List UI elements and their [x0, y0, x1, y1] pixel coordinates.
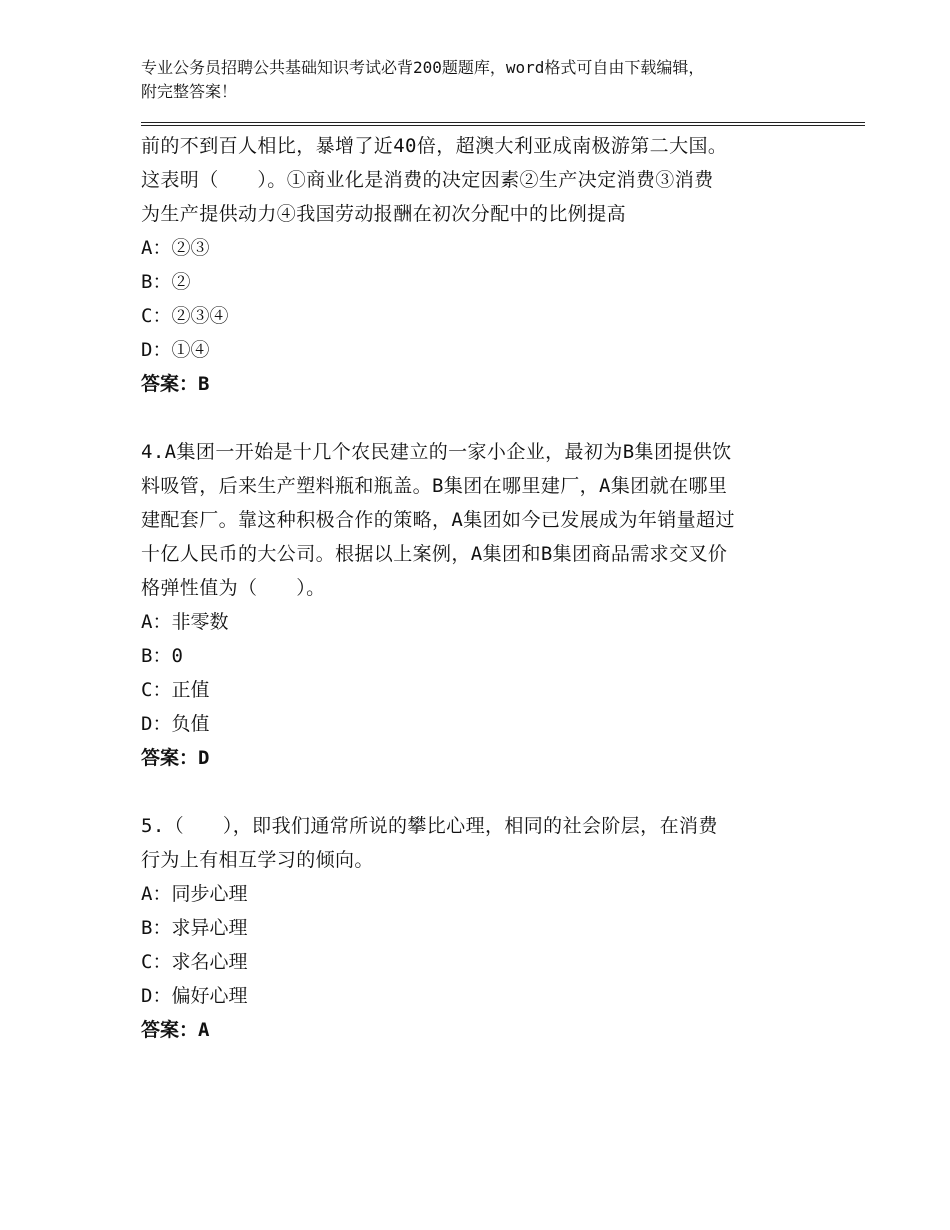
question-line: 料吸管，后来生产塑料瓶和瓶盖。B集团在哪里建厂，A集团就在哪里	[141, 475, 728, 497]
question-spacer	[141, 401, 821, 435]
page-header	[141, 56, 841, 104]
option-b: B：求异心理	[141, 917, 248, 939]
question-3-continued	[141, 129, 821, 401]
question-line: 前的不到百人相比，暴增了近40倍，超澳大利亚成南极游第二大国。	[141, 135, 728, 157]
option-c: C：正值	[141, 679, 210, 701]
answer-line: 答案：B	[141, 373, 210, 395]
question-spacer	[141, 775, 821, 809]
question-line: 十亿人民币的大公司。根据以上案例，A集团和B集团商品需求交叉价	[141, 543, 728, 565]
question-list	[141, 129, 821, 1047]
answer-line: 答案：D	[141, 747, 210, 769]
question-line: 行为上有相互学习的倾向。	[141, 849, 374, 871]
question-line: 建配套厂。靠这种积极合作的策略，A集团如今已发展成为年销量超过	[141, 509, 735, 531]
question-line: 为生产提供动力④我国劳动报酬在初次分配中的比例提高	[141, 203, 627, 225]
option-c: C：求名心理	[141, 951, 248, 973]
option-d: D：偏好心理	[141, 985, 248, 1007]
question-line: 5.（ ），即我们通常所说的攀比心理，相同的社会阶层，在消费	[141, 815, 718, 837]
option-d: D：负值	[141, 713, 210, 735]
question-5	[141, 809, 821, 1047]
answer-line: 答案：A	[141, 1019, 210, 1041]
question-4	[141, 435, 821, 775]
question-line: 这表明（ ）。①商业化是消费的决定因素②生产决定消费③消费	[141, 169, 714, 191]
option-a: A：同步心理	[141, 883, 248, 905]
header-line-1: 专业公务员招聘公共基础知识考试必背200题题库，word格式可自由下载编辑，	[141, 58, 705, 77]
option-b: B：0	[141, 645, 183, 667]
header-line-2: 附完整答案！	[141, 82, 238, 101]
question-line: 格弹性值为（ ）。	[141, 577, 326, 599]
question-line: 4.A集团一开始是十几个农民建立的一家小企业，最初为B集团提供饮	[141, 441, 732, 463]
option-a: A：非零数	[141, 611, 229, 633]
header-rule-bottom	[141, 125, 865, 126]
option-d: D：①④	[141, 339, 210, 361]
option-c: C：②③④	[141, 305, 229, 327]
option-b: B：②	[141, 271, 191, 293]
option-a: A：②③	[141, 237, 210, 259]
header-rule-top	[141, 122, 865, 123]
